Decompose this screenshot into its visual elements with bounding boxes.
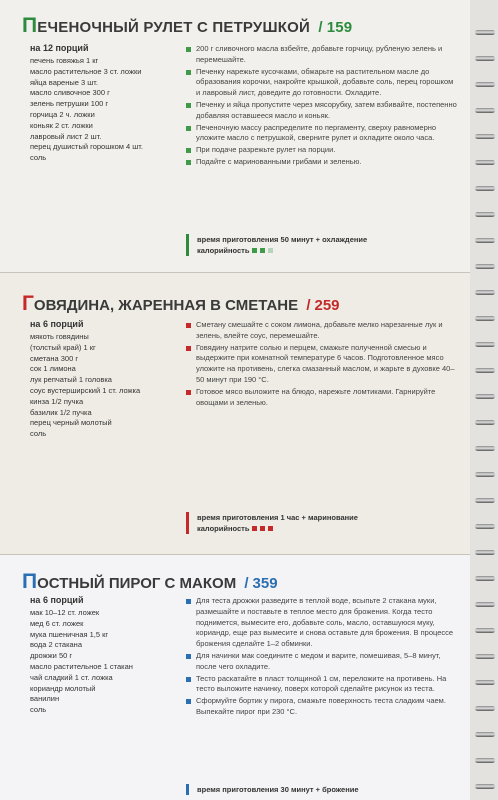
recipe-number-2: 259 xyxy=(314,297,340,314)
step-text: Печенку и яйца пропустите через мясорубку, затем взбивайте, постепенно добавляя оставшееся масло и коньяк. xyxy=(196,99,457,120)
ingredient: (толстый край) 1 кг xyxy=(30,342,96,352)
spiral-ring xyxy=(475,160,495,165)
spiral-ring xyxy=(475,134,495,139)
bullet-icon xyxy=(186,699,191,704)
recipe-title-2 xyxy=(22,292,340,316)
bullet-icon xyxy=(186,390,191,395)
step xyxy=(186,596,458,650)
bullet-icon xyxy=(186,47,191,52)
title-text: ОВЯДИНА, ЖАРЕННАЯ В СМЕТАНЕ xyxy=(33,297,303,314)
calorie-row-2 xyxy=(197,523,358,534)
steps-3 xyxy=(186,596,458,719)
spiral-ring xyxy=(475,524,495,529)
step xyxy=(186,343,458,386)
calorie-dot-icon xyxy=(268,248,273,253)
ingredient: кориандр молотый xyxy=(30,683,96,693)
spiral-ring xyxy=(475,394,495,399)
recipe-title-1 xyxy=(22,14,352,38)
footer-3 xyxy=(186,784,359,795)
spiral-ring xyxy=(475,108,495,113)
spiral-ring xyxy=(475,628,495,633)
cooking-time-2: время приготовления 1 час + маринование xyxy=(197,513,358,522)
ingredient: зелень петрушки 100 г xyxy=(30,99,109,109)
calorie-row-1 xyxy=(197,245,367,256)
ingredients-2 xyxy=(30,318,178,440)
calorie-label: калорийность xyxy=(197,524,250,533)
ingredient: масло сливочное 300 г xyxy=(30,88,110,98)
step-text: Сформуйте бортик у пирога, смажьте поверхность теста сладким чаем. Выпекайте пирог при 230 °С. xyxy=(196,696,446,716)
spiral-ring xyxy=(475,238,495,243)
ingredient: мед 6 ст. ложек xyxy=(30,618,84,628)
bullet-icon xyxy=(186,126,191,131)
ingredients-3 xyxy=(30,594,178,716)
spiral-ring xyxy=(475,576,495,581)
step xyxy=(186,674,458,696)
footer-1 xyxy=(186,234,367,256)
title-text: ОСТНЫЙ ПИРОГ С МАКОМ xyxy=(37,575,241,592)
spiral-ring xyxy=(475,602,495,607)
calorie-dot-icon xyxy=(252,248,257,253)
step xyxy=(186,696,458,718)
step-text: Печеночную массу распределите по пергаменту, сверху равномерно уложите масло с петрушкой, сверните рулет и охладите около часа. xyxy=(196,122,437,143)
spiral-ring xyxy=(475,472,495,477)
bullet-icon xyxy=(186,70,191,75)
spiral-ring xyxy=(475,82,495,87)
portions-1: на 12 порций xyxy=(30,43,89,53)
recipe-number-3: 359 xyxy=(252,575,278,592)
bullet-icon xyxy=(186,599,191,604)
steps-2 xyxy=(186,320,458,409)
ingredient: базилик 1/2 пучка xyxy=(30,407,92,417)
ingredient: кинза 1/2 пучка xyxy=(30,396,84,406)
spiral-ring xyxy=(475,680,495,685)
ingredient: лавровый лист 2 шт. xyxy=(30,131,102,141)
recipe-number-1: 159 xyxy=(326,19,353,36)
calorie-label: калорийность xyxy=(197,246,250,255)
spiral-ring xyxy=(475,550,495,555)
title-initial: П xyxy=(22,14,38,37)
step-text: Тесто раскатайте в пласт толщиной 1 см, переложите на противень. На тесто выложите начинку, поверх которой сделайте рисунок из теста. xyxy=(196,673,447,694)
ingredient: соус вустерширский 1 ст. ложка xyxy=(30,385,141,395)
ingredient: мак 10–12 ст. ложек xyxy=(30,608,100,617)
cooking-time-3: время приготовления 30 минут + брожение xyxy=(197,785,359,794)
step xyxy=(186,651,458,673)
spiral-ring xyxy=(475,420,495,425)
steps-1 xyxy=(186,44,458,169)
bullet-icon xyxy=(186,346,191,351)
spiral-ring xyxy=(475,186,495,191)
spiral-binding xyxy=(470,0,498,800)
step-text: Для теста дрожжи разведите в теплой воде, всыпьте 2 стакана муки, размешайте и поставьте в теплое место для брожения. Когда тесто поднимется, вымесите его, добавьте соль, масло, оставшуюся муку, кориандр, еще раз вымесите и снова оставьте для брожения. В процессе брожения сделайте 1–2 обминки. xyxy=(196,596,454,649)
ingredient: лук репчатый 1 головка xyxy=(30,375,112,385)
step-text: При подаче разрежьте рулет на порции. xyxy=(196,145,336,155)
ingredient: соль xyxy=(30,153,47,163)
title-separator: / xyxy=(306,297,311,314)
ingredient: коньяк 2 ст. ложки xyxy=(30,120,93,130)
step xyxy=(186,320,458,342)
ingredient: масло растительное 3 ст. ложки xyxy=(30,66,142,76)
ingredient: масло растительное 1 стакан xyxy=(30,661,133,671)
title-initial: Г xyxy=(22,292,34,315)
spiral-ring xyxy=(475,56,495,61)
spiral-ring xyxy=(475,368,495,373)
recipe-title-3 xyxy=(22,570,278,594)
spiral-ring xyxy=(475,706,495,711)
bullet-icon xyxy=(186,148,191,153)
ingredients-1 xyxy=(30,42,178,164)
step xyxy=(186,67,458,99)
step-text: Готовое мясо выложите на блюдо, нарежьте ломтиками. Гарнируйте овощами и зеленью. xyxy=(196,386,436,407)
spiral-ring xyxy=(475,732,495,737)
ingredient: ванилин xyxy=(30,694,60,704)
step xyxy=(186,44,458,66)
portions-2: на 6 порций xyxy=(30,319,84,329)
step-text: Подайте с маринованными грибами и зеленью. xyxy=(196,156,362,166)
ingredient: горчица 2 ч. ложки xyxy=(30,109,95,119)
spiral-ring xyxy=(475,212,495,217)
calorie-dot-icon xyxy=(252,526,257,531)
title-initial: П xyxy=(22,570,38,593)
cooking-time-1: время приготовления 50 минут + охлаждение xyxy=(197,235,368,244)
title-text: ЕЧЕНОЧНЫЙ РУЛЕТ С ПЕТРУШКОЙ xyxy=(37,19,315,36)
calorie-dot-icon xyxy=(260,526,265,531)
step xyxy=(186,145,458,156)
calorie-dot-icon xyxy=(260,248,265,253)
footer-2 xyxy=(186,512,358,534)
bullet-icon xyxy=(186,677,191,682)
spiral-ring xyxy=(475,654,495,659)
title-separator: / xyxy=(244,575,249,592)
spiral-ring xyxy=(475,264,495,269)
ingredient: сметана 300 г xyxy=(30,353,79,363)
ingredient: сок 1 лимона xyxy=(30,364,76,374)
ingredient: яйца вареные 3 шт. xyxy=(30,77,98,87)
step xyxy=(186,100,458,122)
spiral-ring xyxy=(475,290,495,295)
step-text: Говядину натрите солью и перцем, смажьте полученной смесью и выдержите при комнатной температуре 6 часов. Подготовленное мясо уложите на противень, слегка смазанный маслом, и жарьте в духовке 40–50 минут при 190 °С. xyxy=(196,342,455,384)
spiral-ring xyxy=(475,758,495,763)
step-text: Печенку нарежьте кусочками, обжарьте на растительном масле до образования корочки, накройте крышкой, добавьте соль, перец горошком и лавровый лист, доведите до готовности. Охладите. xyxy=(196,66,454,98)
ingredient: печень говяжья 1 кг xyxy=(30,56,99,65)
spiral-ring xyxy=(475,446,495,451)
ingredient: мякоть говядины xyxy=(30,332,89,341)
spiral-ring xyxy=(475,784,495,789)
step-text: 200 г сливочного масла взбейте, добавьте горчицу, рубленую зелень и перемешайте. xyxy=(196,44,443,64)
step-text: Сметану смешайте с соком лимона, добавьте мелко нарезанные лук и зелень, влейте соус, перемешайте. xyxy=(196,320,443,340)
ingredient: перец черный молотый xyxy=(30,418,112,428)
bullet-icon xyxy=(186,654,191,659)
spiral-ring xyxy=(475,316,495,321)
title-separator: / xyxy=(318,19,323,36)
calorie-dot-icon xyxy=(268,526,273,531)
ingredient: перец душистый горошком 4 шт. xyxy=(30,142,143,152)
bullet-icon xyxy=(186,323,191,328)
spiral-ring xyxy=(475,498,495,503)
ingredient: мука пшеничная 1,5 кг xyxy=(30,629,109,639)
step-text: Для начинки мак соедините с медом и варите, помешивая, 5–8 минут, после чего охладите. xyxy=(196,650,441,671)
spiral-ring xyxy=(475,342,495,347)
step xyxy=(186,123,458,145)
portions-3: на 6 порций xyxy=(30,595,84,605)
step xyxy=(186,387,458,409)
spiral-ring xyxy=(475,30,495,35)
ingredient: соль xyxy=(30,705,47,715)
ingredient: соль xyxy=(30,429,47,439)
ingredient: дрожжи 50 г xyxy=(30,651,73,661)
ingredient: вода 2 стакана xyxy=(30,640,82,650)
bullet-icon xyxy=(186,103,191,108)
step xyxy=(186,157,458,168)
bullet-icon xyxy=(186,160,191,165)
ingredient: чай сладкий 1 ст. ложка xyxy=(30,672,113,682)
